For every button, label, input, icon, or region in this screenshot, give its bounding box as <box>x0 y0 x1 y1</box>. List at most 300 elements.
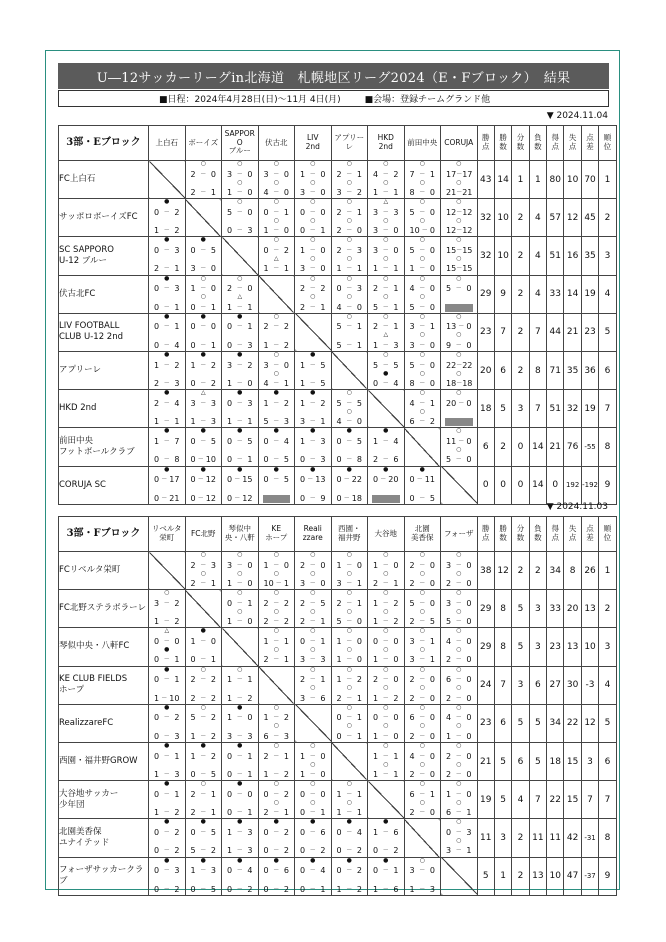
match-cell <box>368 351 405 389</box>
match-cell <box>331 781 368 819</box>
stat-value: 1 <box>599 161 616 199</box>
goals-against: 3 <box>210 560 216 570</box>
second-leg <box>149 218 185 237</box>
goals-for: 0 <box>154 675 160 685</box>
dash: － <box>455 656 462 664</box>
goals-against: 0 <box>429 264 435 274</box>
goals-for: 7 <box>409 169 415 179</box>
result-symbol: ○ <box>456 818 462 826</box>
goals-for: 5 <box>446 284 452 294</box>
goals-for: 0 <box>190 436 196 446</box>
goals-for: 0 <box>263 436 269 446</box>
match-cell <box>149 781 186 819</box>
second-leg <box>222 485 258 504</box>
dash: － <box>163 437 170 445</box>
goals-for: 9 <box>446 340 452 350</box>
second-leg <box>405 485 441 504</box>
second-leg <box>405 371 441 390</box>
goals-for: 2 <box>373 579 379 589</box>
first-leg <box>405 628 441 647</box>
first-leg <box>222 590 258 609</box>
score <box>149 208 185 217</box>
stat-value: 29 <box>477 628 494 666</box>
result-symbol: ○ <box>346 236 352 244</box>
dash: － <box>309 637 316 645</box>
result-symbol <box>295 446 331 453</box>
goals-against: 3 <box>247 340 253 350</box>
score <box>441 264 477 273</box>
match-cell <box>258 552 295 590</box>
score <box>441 770 477 779</box>
first-leg <box>186 705 222 724</box>
result-symbol: ○ <box>273 569 279 577</box>
goals-for: 0 <box>154 866 160 876</box>
second-leg <box>368 685 404 704</box>
goals-against: 2 <box>283 598 289 608</box>
match-cell <box>441 628 478 666</box>
match-cell <box>149 857 186 895</box>
score <box>259 808 295 817</box>
result-symbol: ● <box>346 466 352 473</box>
match-cell <box>295 466 332 504</box>
result-symbol: ○ <box>419 351 425 359</box>
dash: － <box>309 790 316 798</box>
dash: － <box>163 341 170 349</box>
goals-for: 10 <box>263 579 274 589</box>
goals-for: 2 <box>263 617 269 627</box>
goals-for: 1 <box>190 751 196 761</box>
dash: － <box>456 380 463 388</box>
first-leg <box>186 390 222 409</box>
second-leg <box>149 256 185 275</box>
result-symbol <box>222 446 258 453</box>
second-leg <box>222 762 258 781</box>
result-symbol: ● <box>164 857 170 864</box>
first-leg <box>332 276 368 295</box>
goals-against: 0 <box>356 617 362 627</box>
goals-for: 2 <box>190 560 196 570</box>
result-symbol: ○ <box>456 331 462 339</box>
result-symbol: ○ <box>310 607 316 615</box>
goals-for: 0 <box>154 655 160 665</box>
first-leg <box>149 352 185 371</box>
match-cell <box>441 819 478 857</box>
score <box>441 752 477 761</box>
first-leg <box>441 667 477 686</box>
result-symbol: ● <box>237 389 243 397</box>
stat-value: 0 <box>547 466 564 504</box>
stat-value: 13 <box>581 590 598 628</box>
stat-value: 2 <box>512 552 529 590</box>
dash: － <box>197 476 204 484</box>
score <box>295 866 331 875</box>
first-leg <box>441 781 477 800</box>
stat-value: 6 <box>477 428 494 466</box>
first-leg <box>368 552 404 571</box>
goals-for: 5 <box>190 713 196 723</box>
goals-against: 1 <box>429 169 435 179</box>
goals-for: 5 <box>446 455 452 465</box>
dash: － <box>200 885 207 893</box>
goals-for: 1 <box>336 808 342 818</box>
result-symbol: ○ <box>200 551 206 559</box>
goals-for: 1 <box>154 417 160 427</box>
team-name: 大谷地サッカー 少年団 <box>59 781 149 819</box>
goals-against: 0 <box>466 322 472 332</box>
match-cell <box>295 819 332 857</box>
goals-for: 5 <box>373 360 379 370</box>
score <box>295 655 331 664</box>
stat-value: 4 <box>512 781 529 819</box>
team-name: FC上白石 <box>59 161 149 199</box>
score <box>149 494 185 503</box>
stat-value: 9 <box>599 857 616 895</box>
score <box>222 770 258 779</box>
dash: － <box>273 418 280 426</box>
first-leg <box>295 237 331 256</box>
goals-against: 1 <box>393 579 399 589</box>
result-symbol: ○ <box>164 589 170 597</box>
goals-against: 0 <box>247 379 253 389</box>
stat-value: 23 <box>477 313 494 351</box>
second-leg <box>332 180 368 199</box>
goals-against: 1 <box>393 264 399 274</box>
result-symbol: ○ <box>419 607 425 615</box>
goals-for: 0 <box>373 866 379 876</box>
goals-against: 22 <box>351 475 362 485</box>
goals-against: 3 <box>320 455 326 465</box>
dash: － <box>163 227 170 235</box>
score <box>295 770 331 779</box>
goals-for: 1 <box>263 713 269 723</box>
dash: － <box>382 580 389 588</box>
second-leg <box>368 256 404 275</box>
dash: － <box>309 494 316 502</box>
goals-for: 6 <box>409 417 415 427</box>
stat-value: 19 <box>581 275 598 313</box>
result-symbol: ○ <box>273 780 279 788</box>
result-symbol: ○ <box>456 607 462 615</box>
goals-for: 0 <box>154 284 160 294</box>
goals-against: 1 <box>247 455 253 465</box>
score <box>222 790 258 799</box>
result-symbol: ● <box>383 369 389 377</box>
score <box>332 246 368 255</box>
dash: － <box>346 265 353 273</box>
goals-against: 5 <box>247 436 253 446</box>
goals-against: 8 <box>174 455 180 465</box>
goals-against: 2 <box>393 598 399 608</box>
dash: － <box>382 561 389 569</box>
goals-against: 1 <box>356 579 362 589</box>
score <box>332 399 368 408</box>
first-leg <box>368 467 404 486</box>
self-match-cell <box>404 428 441 466</box>
result-symbol <box>259 875 295 882</box>
first-leg <box>332 428 368 447</box>
result-symbol: ○ <box>346 551 352 559</box>
goals-for: 5 <box>446 617 452 627</box>
score <box>441 208 477 217</box>
goals-against: 12 <box>242 493 253 503</box>
stat-value: 8 <box>599 819 616 857</box>
result-symbol <box>259 446 295 453</box>
second-leg <box>332 876 368 895</box>
score <box>259 264 295 273</box>
second-leg <box>368 571 404 590</box>
goals-against: 0 <box>283 560 289 570</box>
first-leg <box>295 428 331 447</box>
dash: － <box>273 885 280 893</box>
result-symbol: ○ <box>273 198 279 206</box>
goals-for: 2 <box>409 579 415 589</box>
stat-value: 8 <box>564 552 581 590</box>
dash: － <box>382 847 389 855</box>
goals-against: 4 <box>393 379 399 389</box>
goals-for: 2 <box>263 655 269 665</box>
goals-for: 3 <box>409 655 415 665</box>
result-symbol: △ <box>383 331 389 339</box>
score <box>295 417 331 426</box>
first-leg <box>368 428 404 447</box>
dash: － <box>343 476 350 484</box>
score <box>405 732 441 741</box>
stat-value: 32 <box>564 390 581 428</box>
goals-for: 1 <box>373 731 379 741</box>
match-cell <box>295 590 332 628</box>
goals-against: 1 <box>320 617 326 627</box>
dash: － <box>455 618 462 626</box>
dash: － <box>236 323 243 331</box>
dash: － <box>346 656 353 664</box>
second-leg <box>405 800 441 819</box>
score <box>259 170 295 179</box>
score <box>332 713 368 722</box>
goals-for: 0 <box>154 846 160 856</box>
score <box>222 617 258 626</box>
goals-for: 4 <box>263 188 269 198</box>
goals-against: 3 <box>210 398 216 408</box>
score <box>368 828 404 837</box>
result-symbol: ○ <box>237 160 243 168</box>
goals-against: 3 <box>393 340 399 350</box>
table-row <box>59 428 617 466</box>
score <box>222 579 258 588</box>
result-symbol: ○ <box>200 704 206 711</box>
match-cell <box>222 390 259 428</box>
score <box>259 579 295 588</box>
goals-against: 2 <box>210 846 216 856</box>
dash: － <box>163 303 170 311</box>
goals-against: 4 <box>356 827 362 837</box>
goals-against: 3 <box>356 245 362 255</box>
first-leg <box>405 667 441 686</box>
table-row <box>59 351 617 389</box>
match-cell <box>185 781 222 819</box>
score <box>222 475 258 484</box>
goals-for: 0 <box>336 846 342 856</box>
dash: － <box>455 790 462 798</box>
team-name: CORUJA SC <box>59 466 149 504</box>
stat-value: 34 <box>547 704 564 742</box>
goals-against: 5 <box>283 475 289 485</box>
goals-against: 3 <box>247 398 253 408</box>
result-symbol: ● <box>164 198 170 206</box>
self-match-cell <box>441 857 478 895</box>
match-cell <box>149 351 186 389</box>
result-symbol: ○ <box>383 293 389 301</box>
goals-for: 0 <box>336 731 342 741</box>
table-row <box>59 199 617 237</box>
team-name: SC SAPPORO U-12 ブルー <box>59 237 149 275</box>
goals-against: 0 <box>320 770 326 780</box>
table-row <box>59 857 617 895</box>
result-symbol: ○ <box>419 178 425 186</box>
dash: － <box>236 599 243 607</box>
score <box>332 561 368 570</box>
goals-for: 3 <box>446 560 452 570</box>
score <box>259 361 295 370</box>
goals-for: 1 <box>227 713 233 723</box>
stat-value: 1 <box>512 161 529 199</box>
result-symbol: ● <box>164 313 170 320</box>
goals-for: 0 <box>336 827 342 837</box>
goals-against: 0 <box>356 655 362 665</box>
result-symbol <box>222 684 258 691</box>
first-leg <box>222 743 258 762</box>
team-name: KE CLUB FIELDS ホープ <box>59 666 149 704</box>
goals-for: 3 <box>373 245 379 255</box>
goals-for: 4 <box>409 751 415 761</box>
goals-against: 2 <box>174 207 180 217</box>
dash: － <box>382 599 389 607</box>
dash: － <box>309 752 316 760</box>
result-symbol: ○ <box>200 160 206 168</box>
dash: － <box>455 580 462 588</box>
result-symbol <box>149 217 185 224</box>
goals-for: 1 <box>154 693 160 703</box>
dash: － <box>163 618 170 626</box>
goals-for: 1 <box>154 226 160 236</box>
second-leg <box>405 876 441 895</box>
goals-against: 4 <box>283 436 289 446</box>
score <box>149 617 185 626</box>
result-symbol: ○ <box>273 742 279 750</box>
match-cell <box>222 819 259 857</box>
score <box>259 399 295 408</box>
match-cell <box>331 857 368 895</box>
match-cell <box>441 704 478 742</box>
goals-for: 3 <box>409 636 415 646</box>
dash: － <box>346 885 353 893</box>
goals-for: 2 <box>336 226 342 236</box>
score <box>186 866 222 875</box>
result-symbol <box>368 875 404 882</box>
result-symbol: ○ <box>456 254 462 262</box>
page-title: U―12サッカーリーグin北海道 札幌地区リーグ2024（E・Fブロック） 結果 <box>58 63 609 89</box>
goals-against: 0 <box>466 398 472 408</box>
result-symbol: ○ <box>383 684 389 692</box>
second-leg <box>368 332 404 351</box>
score <box>441 188 477 197</box>
goals-against: 0 <box>393 245 399 255</box>
score <box>441 455 477 464</box>
goals-for: 0 <box>446 827 452 837</box>
second-leg <box>186 485 222 504</box>
goals-against: 5 <box>429 493 435 503</box>
goals-against: 1 <box>429 636 435 646</box>
goals-for: 2 <box>446 655 452 665</box>
match-cell <box>404 161 441 199</box>
dash: － <box>200 847 207 855</box>
goals-against: 3 <box>429 884 435 894</box>
goals-for: 3 <box>409 340 415 350</box>
result-symbol: ○ <box>419 569 425 577</box>
score <box>405 494 441 503</box>
second-leg <box>186 571 222 590</box>
dash: － <box>197 456 204 464</box>
match-cell <box>149 466 186 504</box>
goals-against: 1 <box>210 302 216 312</box>
second-leg <box>295 180 331 199</box>
score <box>332 188 368 197</box>
score <box>405 675 441 684</box>
match-cell <box>185 351 222 389</box>
team-name: 琴似中央・八軒FC <box>59 628 149 666</box>
score <box>149 475 185 484</box>
table-row <box>59 704 617 742</box>
goals-against: 0 <box>429 770 435 780</box>
goals-against: 3 <box>247 731 253 741</box>
dash: － <box>200 694 207 702</box>
unplayed-mark <box>372 495 400 503</box>
stat-value: 1 <box>599 552 616 590</box>
self-match-cell <box>185 590 222 628</box>
goals-against: 3 <box>174 245 180 255</box>
second-leg <box>186 762 222 781</box>
second-leg <box>186 332 222 351</box>
stat-value: 45 <box>581 199 598 237</box>
dash: － <box>419 732 426 740</box>
score <box>295 494 331 503</box>
stat-value: 22 <box>564 704 581 742</box>
goals-for: 1 <box>300 379 306 389</box>
dash: － <box>163 714 170 722</box>
result-symbol: ○ <box>456 798 462 806</box>
goals-against: 3 <box>247 226 253 236</box>
stat-value: 10 <box>564 161 581 199</box>
second-leg <box>295 647 331 666</box>
goals-against: 1 <box>393 322 399 332</box>
stat-value: 57 <box>547 199 564 237</box>
goals-for: 0 <box>154 475 160 485</box>
second-leg <box>332 294 368 313</box>
dash: － <box>346 561 353 569</box>
dash: － <box>200 790 207 798</box>
team-name: HKD 2nd <box>59 390 149 428</box>
goals-against: 0 <box>210 264 216 274</box>
result-symbol: ○ <box>383 645 389 653</box>
goals-against: 18 <box>351 493 362 503</box>
result-symbol: ● <box>273 818 279 826</box>
dash: － <box>419 494 426 502</box>
dash: － <box>382 380 389 388</box>
self-match-cell <box>441 466 478 504</box>
dash: － <box>200 676 207 684</box>
dash: － <box>382 694 389 702</box>
second-leg <box>368 485 404 504</box>
score <box>222 399 258 408</box>
